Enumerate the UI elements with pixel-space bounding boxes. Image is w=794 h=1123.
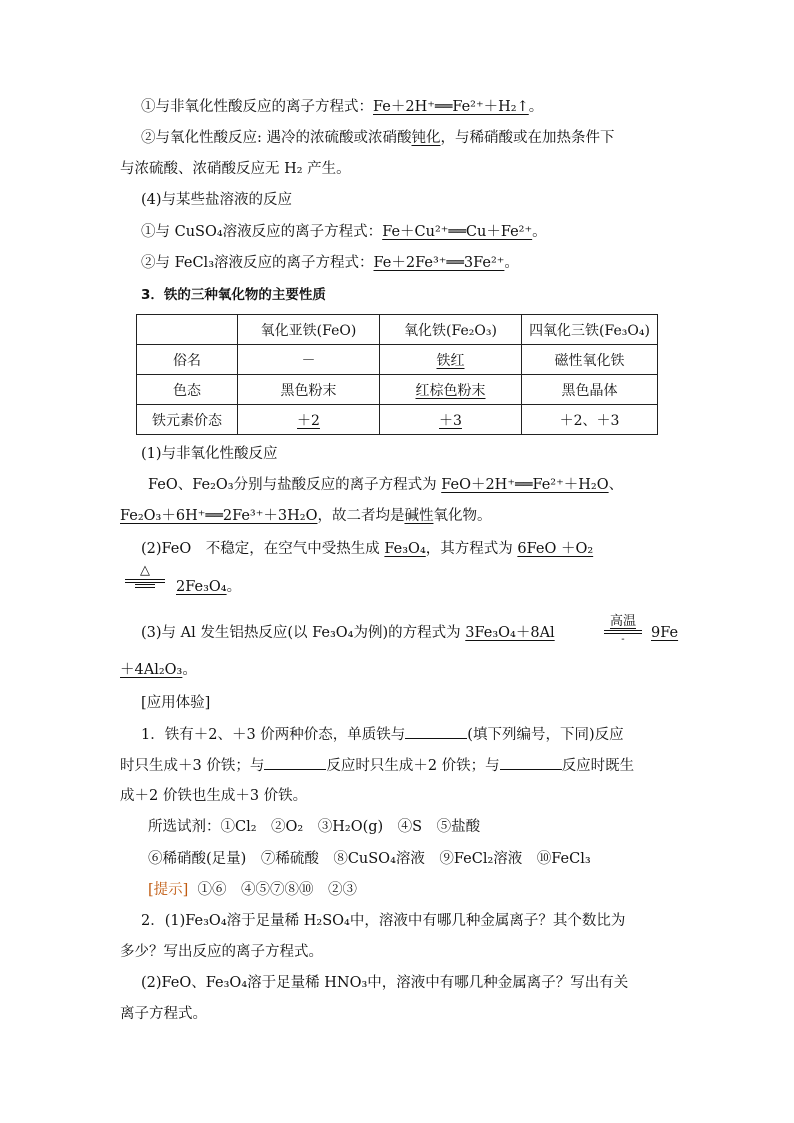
text: 。 [504, 255, 519, 271]
equation: Fe＋2H⁺══Fe²⁺＋H₂↑ [373, 99, 529, 115]
equation: Fe＋2Fe³⁺══3Fe²⁺ [373, 255, 505, 271]
table-cell: 黑色晶体 [522, 375, 658, 405]
condition-symbol: △ [140, 563, 150, 578]
table-cell: ＋2、＋3 [522, 405, 658, 435]
equation: Fe＋Cu²⁺══Cu＋Fe²⁺ [382, 224, 533, 240]
high-temp-condition [604, 610, 642, 645]
text: 、 [608, 477, 624, 493]
text: ，故二者均是 [317, 508, 405, 524]
header-cell: 氧化铁(Fe₂O₃) [380, 315, 522, 345]
text: ②与氧化性酸反应: 遇冷的浓硫酸或浓硝酸 [141, 130, 412, 146]
equation: 2Fe₃O₄ [176, 579, 227, 595]
equation: 3Fe₃O₄＋8Al [465, 625, 555, 641]
answer-blank[interactable] [500, 755, 562, 770]
salt-reaction-heading: (4)与某些盐溶液的反应 [141, 192, 293, 208]
fecl3-reaction [141, 253, 519, 273]
text: 氧化物。 [433, 508, 492, 524]
table-cell: ＋2 [238, 405, 380, 435]
feo-equation-result [176, 577, 241, 597]
text: ，其方程式为 [425, 541, 518, 557]
thermite-reaction [141, 623, 555, 643]
table-row [137, 375, 658, 405]
text: 反应时只生成＋2 价铁；与 [326, 758, 500, 774]
answer: 碱性 [404, 508, 434, 524]
equation: 6FeO ＋O₂ [517, 541, 594, 557]
question-2-cont: 多少？写出反应的离子方程式。 [120, 944, 323, 960]
text: 。 [528, 99, 544, 115]
header-cell: 四氧化三铁(Fe₃O₄) [522, 315, 658, 345]
text: (2)FeO 不稳定，在空气中受热生成 [141, 541, 385, 557]
reaction-oxidizing-acid-cont: 与浓硫酸、浓硝酸反应无 H₂ 产生。 [120, 161, 351, 177]
condition-label: 高温 [609, 614, 636, 629]
text: ①与非氧化性酸反应的离子方程式： [141, 99, 373, 115]
equation: 9Fe [651, 625, 679, 641]
text: ①与 CuSO₄溶液反应的离子方程式： [141, 224, 383, 240]
table-cell: ＋3 [380, 405, 522, 435]
table-cell: 黑色粉末 [238, 375, 380, 405]
question-1-cont [120, 755, 634, 776]
header-cell: 氧化亚铁(FeO) [238, 315, 380, 345]
cuso4-reaction [141, 222, 547, 242]
text: FeO、Fe₂O₃分别与盐酸反应的离子方程式为 [148, 477, 442, 493]
text: ②与 FeCl₃溶液反应的离子方程式： [141, 255, 374, 271]
equation: Fe₂O₃＋6H⁺══2Fe³⁺＋3H₂O [120, 508, 318, 524]
question-1 [141, 724, 624, 745]
table-row [137, 405, 658, 435]
hint [148, 880, 357, 900]
question-2-part2-cont: 离子方程式。 [120, 1006, 207, 1022]
row-label: 俗名 [137, 345, 238, 375]
answer: 钝化 [411, 130, 441, 146]
dash: - [621, 634, 625, 645]
answer-blank[interactable] [264, 755, 326, 770]
iron-oxides-table [136, 314, 658, 435]
table-cell: 红棕色粉末 [380, 375, 522, 405]
reagent-list: 所选试剂：①Cl₂ ②O₂ ③H₂O(g) ④S ⑤盐酸 [148, 819, 481, 835]
feo-instability [141, 539, 593, 559]
row-label: 色态 [137, 375, 238, 405]
reaction-oxidizing-acid [141, 128, 615, 148]
header-cell [137, 315, 238, 345]
answer-blank[interactable] [405, 724, 467, 739]
text: (填下列编号，下同)反应 [467, 727, 624, 743]
thermite-product [651, 623, 678, 643]
text: 。 [226, 579, 242, 595]
hint-label: [提示] [148, 882, 189, 898]
table-cell: － [238, 345, 380, 375]
question-2: 2．(1)Fe₃O₄溶于足量稀 H₂SO₄中，溶液中有哪几种金属离子？其个数比为 [141, 913, 626, 929]
text: 。 [182, 662, 197, 678]
text: (3)与 Al 发生铝热反应(以 Fe₃O₄为例)的方程式为 [141, 625, 466, 641]
table-row [137, 345, 658, 375]
answer: Fe₃O₄ [384, 541, 426, 557]
hint-answer: ①⑥ ④⑤⑦⑧⑩ ②③ [197, 882, 358, 898]
oxide-acid-reaction-cont [120, 506, 491, 526]
row-label: 铁元素价态 [137, 405, 238, 435]
text: 时只生成＋3 价铁；与 [120, 758, 265, 774]
reagent-list-cont: ⑥稀硝酸(足量) ⑦稀硫酸 ⑧CuSO₄溶液 ⑨FeCl₂溶液 ⑩FeCl₃ [148, 851, 591, 867]
reaction-nonoxidizing-acid [141, 97, 543, 117]
text: ，与稀硝酸或在加热条件下 [440, 130, 615, 146]
text: 反应时既生 [561, 758, 635, 774]
text: 。 [532, 224, 547, 240]
equals-sign [125, 579, 165, 583]
table-header-row [137, 315, 658, 345]
thermite-product-cont [120, 660, 197, 680]
section-heading: 3．铁的三种氧化物的主要性质 [141, 287, 326, 303]
heating-condition [125, 563, 165, 589]
text: 1．铁有＋2、＋3 价两种价态，单质铁与 [141, 727, 406, 743]
question-2-part2: (2)FeO、Fe₃O₄溶于足量稀 HNO₃中，溶液中有哪几种金属离子？写出有关 [141, 975, 629, 991]
oxide-acid-reaction [148, 475, 623, 495]
table-cell: 磁性氧化铁 [522, 345, 658, 375]
equation: ＋4Al₂O₃ [120, 662, 183, 678]
practice-heading: [应用体验] [141, 695, 211, 711]
nonoxidizing-acid-heading: (1)与非氧化性酸反应 [141, 446, 278, 462]
question-1-cont2: 成＋2 价铁也生成＋3 价铁。 [120, 788, 308, 804]
table-cell: 铁红 [380, 345, 522, 375]
equals-sign-short [135, 584, 155, 588]
equation: FeO＋2H⁺══Fe²⁺＋H₂O [441, 477, 609, 493]
